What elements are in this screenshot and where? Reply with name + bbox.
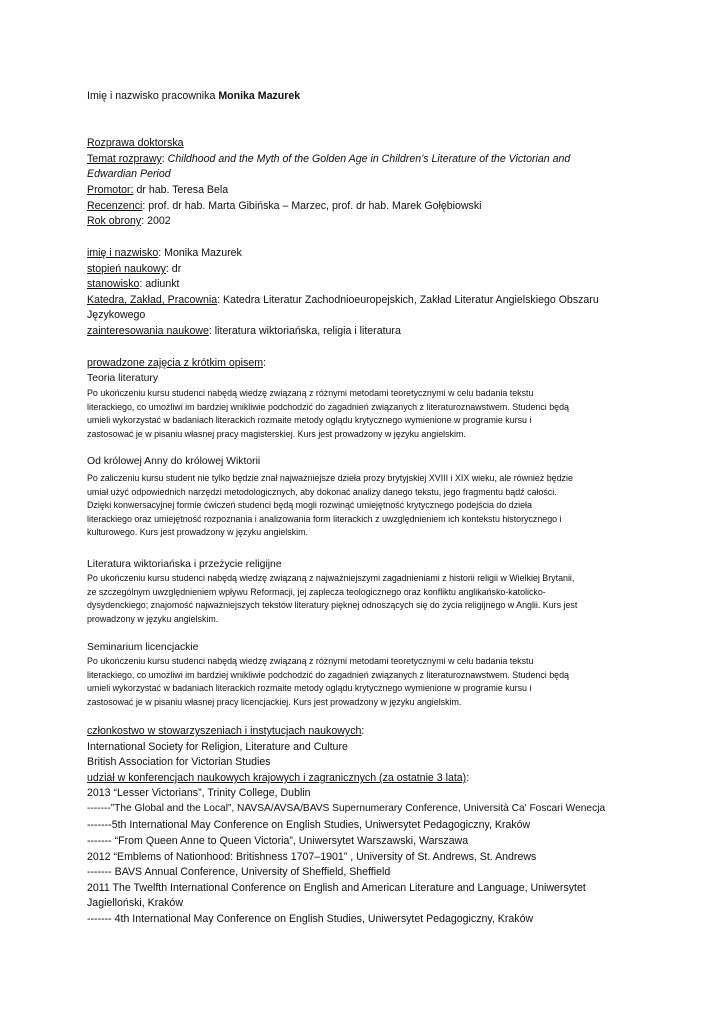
profile-unit-line: Katedra, Zakład, Pracownia: Katedra Literatur Zachodnioeuropejskich, Zakład Literatur Angielskiego Obszaru: [87, 294, 599, 306]
profile-position-line: stanowisko: adiunkt: [87, 278, 180, 290]
conferences-heading: udział w konferencjach naukowych krajowych i zagranicznych (za ostatnie 3 lata):: [87, 772, 470, 784]
employee-name: Monika Mazurek: [218, 90, 301, 102]
dissertation-topic-line-2: Edwardian Period: [87, 168, 171, 180]
reviewers-value: : prof. dr hab. Marta Gibińska – Marzec, prof. dr hab. Marek Gołębiowski: [142, 200, 482, 212]
employee-name-line: [87, 89, 300, 103]
promoter-line: [87, 183, 228, 197]
profile-interests-line: zainteresowania naukowe: literatura wiktoriańska, religia i literatura: [87, 325, 401, 337]
topic-title: Childhood and the Myth of the Golden Age in Children’s Literature of the Victorian and: [167, 153, 571, 165]
defense-year-label: Rok obrony: [87, 215, 142, 227]
reviewers-label: Recenzenci: [87, 200, 143, 212]
membership-item: British Association for Victorian Studies: [87, 756, 271, 768]
profile-name-line: imię i nazwisko: Monika Mazurek: [87, 247, 242, 259]
topic-label: Temat rozprawy: [87, 153, 162, 165]
membership-item: International Society for Religion, Literature and Culture: [87, 741, 348, 753]
memberships-heading: członkostwo w stowarzyszeniach i instytucjach naukowych:: [87, 725, 365, 737]
dissertation-topic-line: Temat rozprawy: Childhood and the Myth of the Golden Age in Children’s Literature of the Victorian and: [87, 153, 571, 165]
defense-year-line: [87, 214, 171, 228]
conference-line: 2011 The Twelfth International Conference on English and American Literature and Language, Uniwersytet: [87, 882, 586, 894]
course-description: Po ukończeniu kursu studenci nabędą wiedzę związaną z najważniejszymi zagadnieniami z historii religii w Wielkiej Brytanii, ze szczególnym uwzględnieniem wpływu Reformacji, jej zaplecza teologicznego oraz konfliktu anglikańsko-katolicko- dysydenckiego; znajomość najważniejszych tekstów literatury pięknej odnoszących się do życia religijnego w Anglii. Kurs jest prowadzony w języku angielskim.: [87, 573, 578, 624]
conference-line: 2013 “Lesser Victorians”, Trinity College, Dublin: [87, 787, 311, 799]
course-description: Po ukończeniu kursu studenci nabędą wiedzę związaną z różnymi metodami teoretycznymi w celu badania tekstu literackiego, co umożliwi im bardziej wnikliwie podchodzić do zagadnień związanych z literaturoznawstwem. Studenci będą umieli wykorzystać w badaniach literackich rozmaite metody oglądu krytycznego wymienione w programie kursu i zastosować je w pisaniu własnej pracy licencjackiej. Kurs jest prowadzony w języku angielskim.: [87, 656, 569, 707]
course-description: Po ukończeniu kursu studenci nabędą wiedzę związaną z różnymi metodami teoretycznymi w celu badania tekstu literackiego, co umożliwi im bardziej wnikliwie podchodzić do zagadnień związanych z literaturoznawstwem. Studenci będą umieli wykorzystać w badaniach literackich rozmaite metody oglądu krytycznego wymienione w programie kursu i zastosować je w pisaniu własnej pracy magisterskiej. Kurs jest prowadzony w języku angielskim.: [87, 388, 569, 439]
defense-year-value: : 2002: [141, 215, 171, 227]
reviewers-line: [87, 199, 482, 213]
conference-line: 2012 “Emblems of Nationhood: Britishness 1707–1901” , University of St. Andrews, St. Andrews: [87, 851, 537, 863]
courses-heading: prowadzone zajęcia z krótkim opisem:: [87, 357, 267, 369]
profile-degree-line: stopień naukowy: dr: [87, 263, 182, 275]
course-title: Teoria literatury: [87, 373, 159, 384]
course-title: Od królowej Anny do królowej Wiktorii: [87, 456, 261, 467]
promoter-label: Promotor:: [87, 184, 134, 196]
course-description: Po zaliczeniu kursu student nie tylko będzie znał najważniejsze dzieła prozy brytyjskiej XVIII i XIX wieku, ale również będzie umiał użyć odpowiednich narzędzi metodologicznych, aby dokonać analizy danego tekstu, jego fragmentu bądź całości. Dzięki konwersacyjnej formie ćwiczeń studenci będą mogli rozwinąć umiejętność krytycznego podejścia do dzieła literackiego oraz umiejętność rozpoznania i analizowania form literackich z uwzględnieniem ich kontekstu historycznego i kulturowego. Kurs jest prowadzony w języku angielskim.: [87, 473, 573, 538]
conference-line: -------5th International May Conference on English Studies, Uniwersytet Pedagogiczny, Kraków: [87, 819, 531, 831]
conference-line: -------”The Global and the Local”, NAVSA/AVSA/BAVS Supernumerary Conference, Università Ca' Foscari Wenecja: [87, 803, 606, 814]
course-title: Seminarium licencjackie: [87, 642, 199, 653]
employee-name-label: Imię i nazwisko pracownika: [87, 90, 216, 102]
conference-line: Jagielloński, Kraków: [87, 897, 183, 909]
profile-unit-line-2: Językowego: [87, 309, 146, 321]
dissertation-heading: Rozprawa doktorska: [87, 137, 184, 149]
promoter-value: dr hab. Teresa Bela: [133, 184, 229, 196]
conference-line: ------- “From Queen Anne to Queen Victoria”, Uniwersytet Warszawski, Warszawa: [87, 835, 469, 847]
conference-line: ------- 4th International May Conference on English Studies, Uniwersytet Pedagogiczny, Kraków: [87, 913, 534, 925]
conference-line: ------- BAVS Annual Conference, University of Sheffield, Sheffield: [87, 866, 391, 878]
course-title: Literatura wiktoriańska i przeżycie religijne: [87, 559, 282, 570]
